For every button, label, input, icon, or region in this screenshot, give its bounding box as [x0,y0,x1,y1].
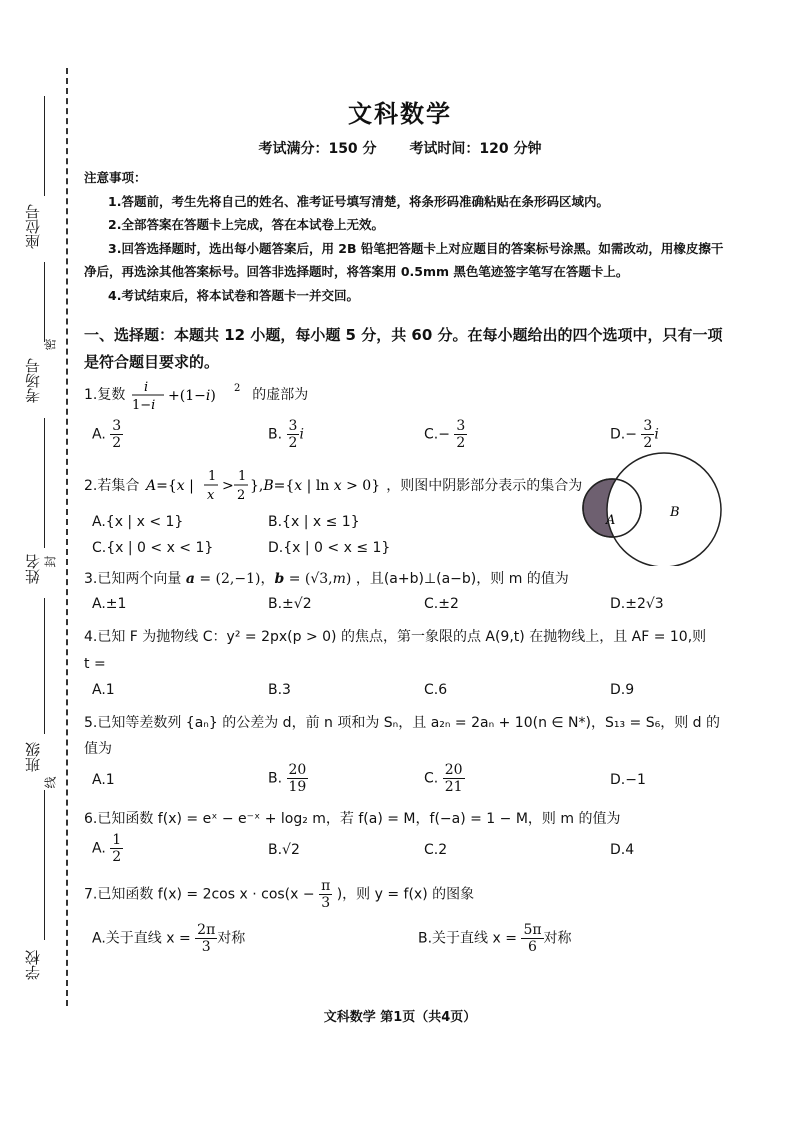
option-4c: C.6 [424,682,448,698]
question-1 [84,378,308,412]
question-2 [84,466,582,506]
option-6c: C.2 [424,842,448,858]
svg-text:1: 1 [207,469,217,484]
option-3d: D.±2√3 [610,596,664,612]
option-5c: C. $\frac{20}{21}$ [424,762,463,795]
note-item: 3.回答选择题时，选出每小题答案后，用 2B 铅笔把答题卡上对应题目的答案标号涂黑。如需改动，用橡皮擦干净后，再选涂其他答案标号。回答非选择题时，将答案用 0.5mm 黑色笔迹签字笔写在答题卡上。 [84,240,724,279]
question-5-cont: 值为 [84,741,112,757]
exam-info [0,138,800,158]
question-6: 6.已知函数 f(x) = eˣ − e⁻ˣ + log₂ m，若 f(a) = M，f(−a) = 1 − M，则 m 的值为 [84,811,621,827]
name-label: 姓名 [24,554,42,584]
notes-heading: 注意事项： [84,170,147,185]
svg-text:+(1−i): +(1−i) [167,388,216,404]
page-footer: 文科数学 第1页（共4页） [323,1010,477,1025]
exam-room-label: 考场号 [24,358,42,404]
option-6b: B.√2 [268,842,300,858]
question-7: 7.已知函数 f(x) = 2cos x · cos(x − $\frac{\pi}{3}$ )，则 y = f(x) 的图象 [84,878,475,911]
option-1a: A. $\frac{3}{2}$ [92,418,122,451]
svg-text:>: > [221,478,234,494]
school-blank [44,790,45,940]
note-item: 4.考试结束后，将本试卷和答题卡一并交回。 [108,287,359,303]
question-1-expression [130,378,248,412]
option-2d: D.{x | 0 < x ≤ 1} [268,540,391,556]
question-4-cont: t = [84,656,106,672]
question-3-lead: 3.已知两个向量 [84,571,182,587]
seal-char-xian: 线 [43,776,58,789]
option-4a: A.1 [92,682,115,698]
section-heading: 一、选择题：本题共 12 小题，每小题 5 分，共 60 分。在每小题给出的四个选项中，只有一项是符合题目要求的。 [84,326,723,371]
option-2a: A.{x | x < 1} [92,514,184,530]
note-item: 1.答题前，考生先将自己的姓名、准考证号填写清楚，将条形码准确粘贴在条形码区域内。 [108,193,609,209]
option-1b: B. $\frac{3}{2}$ i [268,418,304,451]
question-2-tail: ，则图中阴影部分表示的集合为 [386,478,583,494]
svg-text:1: 1 [237,469,247,484]
venn-label-b: B [670,505,680,520]
venn-diagram [582,452,732,566]
svg-text:1−i: 1−i [131,398,156,412]
question-7-lead: 7.已知函数 f(x) = 2cos x · cos(x − [84,886,320,903]
question-4: 4.已知 F 为抛物线 C：y² = 2px(p > 0) 的焦点，第一象限的点 A(9,t) 在抛物线上，且 AF = 10,则 [84,629,707,645]
svg-text:x: x [206,488,215,503]
option-1d: D.− $\frac{3}{2}$ i [610,418,659,451]
question-7-tail: )，则 y = f(x) 的图象 [336,886,475,903]
class-blank [44,598,45,734]
question-3 [84,568,569,588]
question-3-tail: ，且(a+b)⊥(a−b)，则 m 的值为 [355,571,569,587]
binding-dashed-line [66,68,68,1006]
option-7a: A.关于直线 x = $\frac{2\pi}{3}$ 对称 [92,922,246,955]
svg-text:2: 2 [236,488,246,503]
class-label: 班级 [24,742,42,772]
svg-text:2: 2 [233,383,241,394]
option-3a: A.±1 [92,596,127,612]
svg-text:},B={x | ln x > 0}: },B={x | ln x > 0} [249,478,380,494]
page-title: 文科数学 [348,100,452,128]
option-7b: B.关于直线 x = $\frac{5\pi}{6}$ 对称 [418,922,572,955]
question-2-sets [144,466,382,506]
svg-text:A={x |: A={x | [145,478,194,494]
seal-char-feng: 封 [43,555,58,568]
name-blank [44,418,45,548]
option-2b: B.{x | x ≤ 1} [268,514,360,530]
option-5d: D.−1 [610,772,646,788]
option-1c: C.− $\frac{3}{2}$ [424,418,466,451]
question-1-lead: 1.复数 [84,387,126,403]
exam-duration: 考试时间：120 分钟 [409,141,542,157]
option-3c: C.±2 [424,596,459,612]
option-2c: C.{x | 0 < x < 1} [92,540,214,556]
seat-number-label: 座位号 [24,204,42,250]
notes-block [84,166,734,307]
question-3-vectors: a = (2,−1)，b = (√3,m) [185,571,352,587]
venn-label-a: A [606,513,616,528]
option-4d: D.9 [610,682,635,698]
school-label: 学校 [24,950,42,980]
note-item: 2.全部答案在答题卡上完成，答在本试卷上无效。 [108,217,384,232]
option-6d: D.4 [610,842,635,858]
full-score: 考试满分：150 分 [258,141,377,157]
option-5a: A.1 [92,772,115,788]
option-3b: B.±√2 [268,596,312,612]
question-5: 5.已知等差数列 {aₙ} 的公差为 d，前 n 项和为 Sₙ，且 a₂ₙ = 2aₙ + 10(n ∈ N*)，S₁₃ = S₆，则 d 的 [84,715,721,731]
option-4b: B.3 [268,682,291,698]
question-2-lead: 2.若集合 [84,478,140,494]
option-5b: B. $\frac{20}{19}$ [268,762,307,795]
question-1-tail: 的虚部为 [252,387,309,403]
svg-text:i: i [143,380,148,395]
seal-char-mi: 密 [43,338,58,351]
exam-room-blank [44,262,45,342]
option-6a: A. $\frac{1}{2}$ [92,832,122,865]
